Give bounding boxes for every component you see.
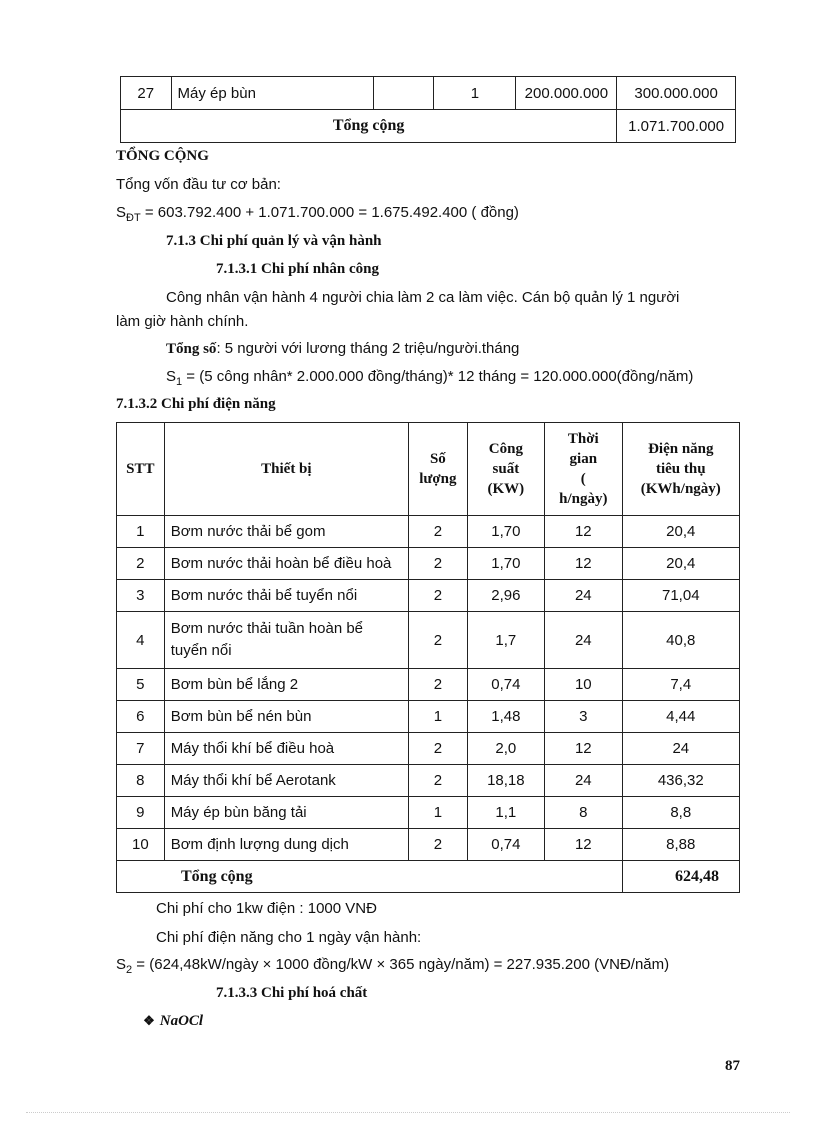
total-label: Tổng cộng <box>117 861 623 893</box>
table-row <box>117 733 740 765</box>
cell-device: Máy thổi khí bể điều hoà <box>164 733 408 765</box>
cell-energy: 20,4 <box>622 548 739 580</box>
table-row <box>121 77 736 110</box>
invest-label: Tổng vốn đầu tư cơ bản: <box>116 176 281 193</box>
header-energy: Điện năng tiêu thụ (KWh/ngày) <box>622 423 739 516</box>
cell-device: Bơm nước thải bể gom <box>164 516 408 548</box>
cell-stt: 3 <box>117 580 165 612</box>
cell-qty: 2 <box>409 829 468 861</box>
table-total-row <box>121 110 736 143</box>
table-row <box>117 701 740 733</box>
cell-unit <box>374 77 434 110</box>
cell-energy: 71,04 <box>622 580 739 612</box>
cell-time: 24 <box>545 765 623 797</box>
cell-energy: 8,88 <box>622 829 739 861</box>
total-value: 624,48 <box>622 861 739 893</box>
header-stt: STT <box>117 423 165 516</box>
header-power: Công suất (KW) <box>467 423 544 516</box>
table-row <box>117 797 740 829</box>
cell-amount: 300.000.000 <box>617 77 736 110</box>
table-header-row <box>117 423 740 516</box>
heading-7-1-3-1: 7.1.3.1 Chi phí nhân công <box>216 261 379 277</box>
cell-time: 10 <box>545 669 623 701</box>
cell-qty: 2 <box>409 765 468 797</box>
heading-7-1-3-3: 7.1.3.3 Chi phí hoá chất <box>216 985 368 1001</box>
cell-device: Máy ép bùn băng tải <box>164 797 408 829</box>
cell-device: Bơm bùn bể lắng 2 <box>164 669 408 701</box>
cell-time: 24 <box>545 612 623 669</box>
cell-time: 8 <box>545 797 623 829</box>
cell-stt: 1 <box>117 516 165 548</box>
labor-line-2: làm giờ hành chính. <box>116 313 249 330</box>
labor-total: Tổng số: 5 người với lương tháng 2 triệu/người.tháng <box>166 340 520 357</box>
cell-time: 12 <box>545 548 623 580</box>
cell-qty: 2 <box>409 580 468 612</box>
table-total-row <box>117 861 740 893</box>
cell-energy: 20,4 <box>622 516 739 548</box>
header-time: Thời gian ( h/ngày) <box>545 423 623 516</box>
invest-formula: $S_{ĐT} = 603.792.400 + 1.071.700.000 = 1.675.492.400$ ( đồng) <box>116 204 519 224</box>
cell-power: 1,7 <box>467 612 544 669</box>
daily-energy-label: Chi phí điện năng cho 1 ngày vận hành: <box>156 929 422 946</box>
cell-energy: 24 <box>622 733 739 765</box>
page-number: 87 <box>725 1058 740 1074</box>
diamond-bullet-icon: ❖ <box>143 1013 155 1028</box>
cell-device: Bơm nước thải hoàn bể điều hoà <box>164 548 408 580</box>
cell-stt: 6 <box>117 701 165 733</box>
cell-device: Bơm định lượng dung dịch <box>164 829 408 861</box>
cell-power: 0,74 <box>467 829 544 861</box>
cell-qty: 2 <box>409 669 468 701</box>
cell-qty: 2 <box>409 733 468 765</box>
cell-stt: 7 <box>117 733 165 765</box>
cell-energy: 8,8 <box>622 797 739 829</box>
cell-stt: 8 <box>117 765 165 797</box>
footer-rule <box>26 1112 790 1113</box>
table-row <box>117 829 740 861</box>
header-device: Thiết bị <box>164 423 408 516</box>
cell-power: 0,74 <box>467 669 544 701</box>
cell-power: 1,70 <box>467 516 544 548</box>
cell-time: 12 <box>545 733 623 765</box>
cell-stt: 27 <box>121 77 172 110</box>
energy-formula: $S_2$ = (624,48kW/ngày × 1000 đồng/kW × 365 ngày/năm) = 227.935.200 (VNĐ/năm) <box>116 956 670 976</box>
table-row <box>117 669 740 701</box>
cell-qty: 2 <box>409 612 468 669</box>
cell-power: 2,0 <box>467 733 544 765</box>
cell-device: Bơm nước thải tuần hoàn bể tuyển nổi <box>164 612 408 669</box>
cell-energy: 436,32 <box>622 765 739 797</box>
table-row <box>117 548 740 580</box>
cell-time: 12 <box>545 829 623 861</box>
cell-device: Máy ép bùn <box>171 77 374 110</box>
cell-device: Bơm nước thải bể tuyển nổi <box>164 580 408 612</box>
cell-time: 24 <box>545 580 623 612</box>
bullet-naocl: ❖ NaOCl <box>143 1013 204 1029</box>
cell-stt: 4 <box>117 612 165 669</box>
cell-power: 2,96 <box>467 580 544 612</box>
cell-time: 3 <box>545 701 623 733</box>
cell-qty: 1 <box>409 797 468 829</box>
cell-power: 1,70 <box>467 548 544 580</box>
cell-qty: 2 <box>409 516 468 548</box>
heading-7-1-3-2: 7.1.3.2 Chi phí điện năng <box>116 396 276 412</box>
total-label: Tổng cộng <box>121 110 617 143</box>
labor-line-1: Công nhân vận hành 4 người chia làm 2 ca làm việc. Cán bộ quản lý 1 người <box>166 289 680 306</box>
cell-power: 18,18 <box>467 765 544 797</box>
cost-per-kw: Chi phí cho 1kw điện : 1000 VNĐ <box>156 900 377 917</box>
cell-device: Bơm bùn bể nén bùn <box>164 701 408 733</box>
cell-stt: 5 <box>117 669 165 701</box>
table-row <box>117 580 740 612</box>
header-qty: Số lượng <box>409 423 468 516</box>
cell-qty: 1 <box>409 701 468 733</box>
table-row <box>117 765 740 797</box>
investment-table-tail <box>120 76 736 143</box>
table-row <box>117 516 740 548</box>
total-value: 1.071.700.000 <box>617 110 736 143</box>
cell-qty: 2 <box>409 548 468 580</box>
labor-formula: $S_1 = (5$ công nhân* 2.000.000 đồng/tháng)* 12 tháng = 120.000.000(đồng/năm) <box>166 368 694 388</box>
cell-energy: 40,8 <box>622 612 739 669</box>
cell-power: 1,48 <box>467 701 544 733</box>
cell-stt: 2 <box>117 548 165 580</box>
cell-energy: 4,44 <box>622 701 739 733</box>
table-row <box>117 612 740 669</box>
cell-unit-price: 200.000.000 <box>516 77 617 110</box>
cell-power: 1,1 <box>467 797 544 829</box>
cell-device: Máy thổi khí bể Aerotank <box>164 765 408 797</box>
section-heading-total: TỔNG CỘNG <box>116 148 209 164</box>
heading-7-1-3: 7.1.3 Chi phí quản lý và vận hành <box>166 233 382 249</box>
cell-stt: 9 <box>117 797 165 829</box>
cell-stt: 10 <box>117 829 165 861</box>
energy-cost-table <box>116 422 740 893</box>
cell-energy: 7,4 <box>622 669 739 701</box>
cell-time: 12 <box>545 516 623 548</box>
cell-qty: 1 <box>434 77 516 110</box>
